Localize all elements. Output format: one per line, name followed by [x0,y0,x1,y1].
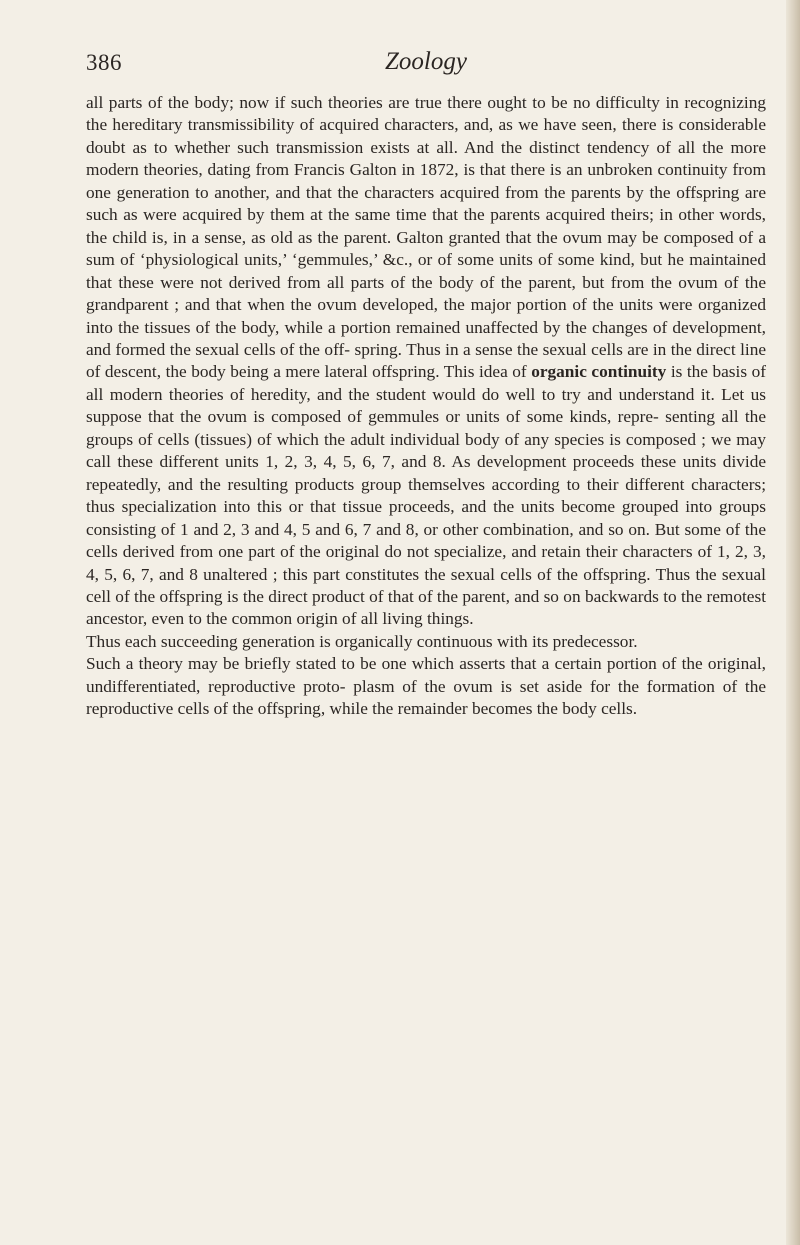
running-head: Zoology [385,48,467,75]
book-page [86,44,766,721]
paragraph-text-part: all parts of the body; now if such theories are true there ought to be no difficulty in recognizing the hereditary transmissibility of acquired characters, and, as we have seen, there is considerable doubt as to whether such transmission exists at all. And the distinct tendency of all the more modern theories, dating from Francis Galton in 1872, is that there is an unbroken continuity from one generation to another, and that the characters acquired from the parents by the offspring are such as were acquired by them at the same time that the parents acquired theirs; in other words, the child is, in a sense, as old as the parent. Galton granted that the ovum may be composed of a sum of ‘physiological units,’ ‘gemmules,’ &c., or of some units of some kind, but he maintained that these were not derived from all parts of the body of the parent, but from the ovum of the grandparent ; and that when the ovum developed, the major portion of the units were organized into the tissues of the body, while a portion remained unaffected by the changes of development, and formed the sexual cells of the off- spring. Thus in a sense the sexual cells are in the direct line of descent, the body being a mere lateral offspring. This idea of [86,93,766,382]
page-number: 386 [86,50,122,75]
body-paragraph: Thus each succeeding generation is organically continuous with its predecessor. [86,631,638,651]
emphasized-term: organic continuity [531,362,667,382]
paragraph-text-part: is the basis of all modern theories of heredity, and the student would do well to try and understand it. Let us suppose that the ovum is composed of gemmules or units of some kinds, repre- senting all the groups of cells (tissues) of which the adult individual body of any species is composed ; we may call these different units 1, 2, 3, 4, 5, 6, 7, and 8. As development proceeds these units divide repeatedly, and the resulting products group themselves according to their different characters; thus specialization into this or that tissue proceeds, and the units become grouped into groups consisting of 1 and 2, 3 and 4, 5 and 6, 7 and 8, or other combination, and so on. But some of the cells derived from one part of the original do not specialize, and retain their characters of 1, 2, 3, 4, 5, 6, 7, and 8 unaltered ; this part constitutes the sexual cells of the offspring. Thus the sexual cell of the offspring is the direct product of that of the parent, and so on backwards to the remotest ancestor, even to the common origin of all living things. [86,362,766,629]
body-paragraph [86,92,766,631]
page-header [86,44,766,92]
body-paragraph: Such a theory may be briefly stated to be one which asserts that a certain portion of the original, undifferentiated, reproductive proto- plasm of the ovum is set aside for the formation of the reproductive cells of the offspring, while the remainder becomes the body cells. [86,654,766,719]
page-edge-shadow [786,0,800,1245]
